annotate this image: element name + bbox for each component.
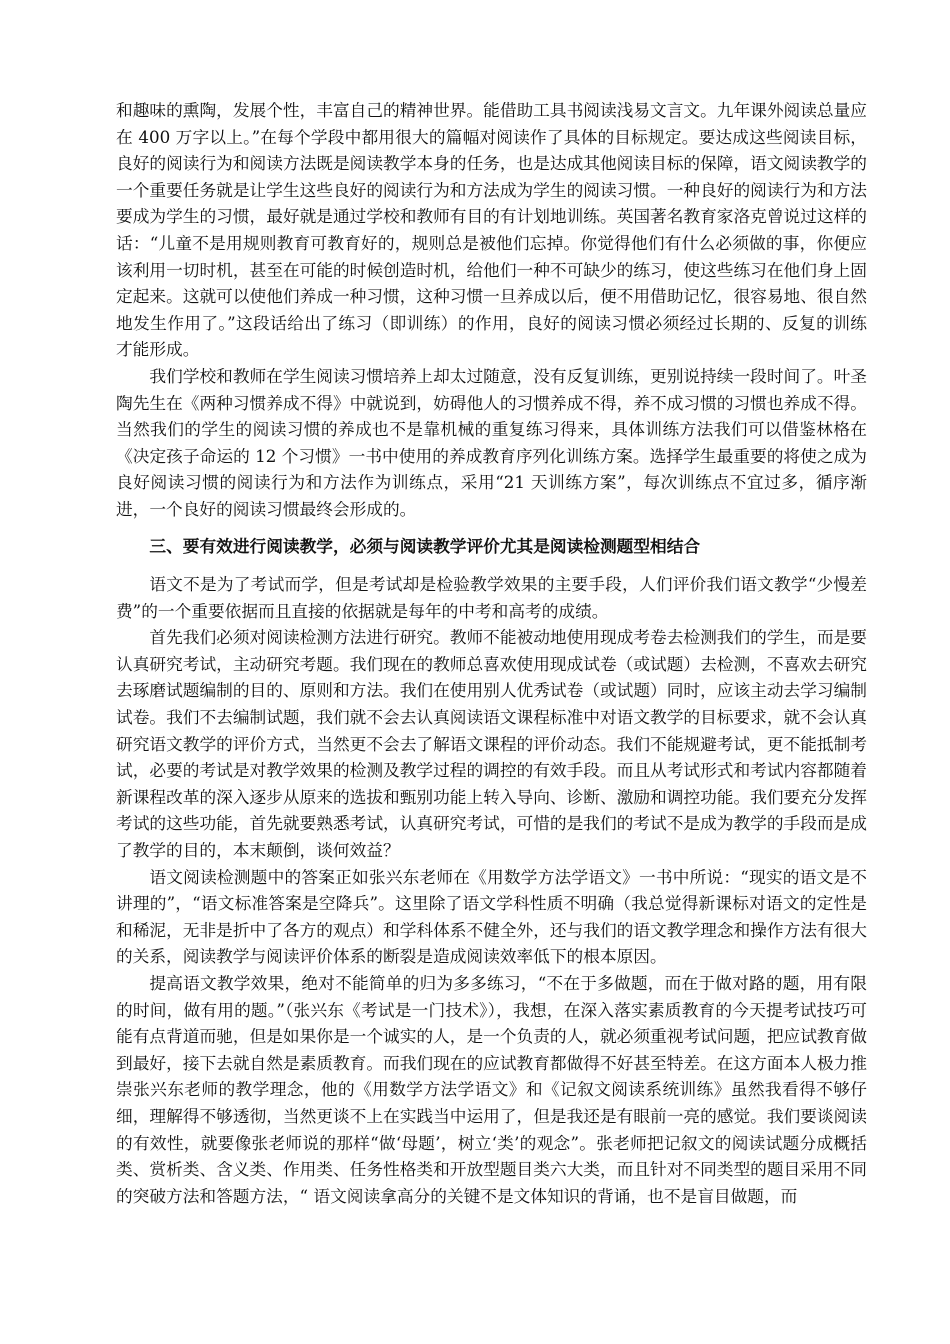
paragraph-answer-standards: 语文阅读检测题中的答案正如张兴东老师在《用数学方法学语文》一书中所说：“现实的语文是不讲理的”，“语文标准答案是空降兵”。这里除了语文学科性质不明确（我总觉得新课标对语文的定性是和稀泥，无非是折中了各方的观点）和学科体系不健全外，还与我们的语文教学理念和操作方法有很大的关系，阅读教学与阅读评价体系的断裂是造成阅读效率低下的根本原因。	[116, 866, 867, 967]
document-page	[116, 97, 867, 1209]
paragraph-reading-habits: 我们学校和教师在学生阅读习惯培养上却太过随意，没有反复训练，更别说持续一段时间了。叶圣陶先生在《两种习惯养成不得》中就说到，妨碍他人的习惯养成不得，养不成习惯的习惯也养成不得。当然我们的学生的阅读习惯的养成也不是靠机械的重复练习得来，具体训练方法我们可以借鉴林格在《决定孩子命运的 12 个习惯》一书中使用的养成教育序列化训练方案。选择学生最重要的将使之成为良好阅读习惯的阅读行为和方法作为训练点，采用“21 天训练方案”，每次训练点不宜过多，循序渐进，一个良好的阅读习惯最终会形成的。	[116, 365, 867, 519]
paragraph-test-research: 首先我们必须对阅读检测方法进行研究。教师不能被动地使用现成考卷去检测我们的学生，而是要认真研究考试，主动研究考题。我们现在的教师总喜欢使用现成试卷（或试题）去检测，不喜欢去研究去琢磨试题编制的目的、原则和方法。我们在使用别人优秀试卷（或试题）同时，应该主动去学习编制试卷。我们不去编制试题，我们就不会去认真阅读语文课程标准中对语文教学的目标要求，就不会认真研究语文教学的评价方式，当然更不会去了解语文课程的评价动态。我们不能规避考试，更不能抵制考试，必要的考试是对教学效果的检测及教学过程的调控的有效手段。而且从考试形式和考试内容都随着新课程改革的深入逐步从原来的选拔和甄别功能上转入导向、诊断、激励和调控功能。我们要充分发挥考试的这些功能，首先就要熟悉考试，认真研究考试，可惜的是我们的考试不是成为教学的手段而是成了教学的目的，本末颠倒，谈何效益？	[116, 627, 867, 861]
paragraph-continuation: 和趣味的熏陶，发展个性，丰富自己的精神世界。能借助工具书阅读浅易文言文。九年课外阅读总量应在 400 万字以上。”在每个学段中都用很大的篇幅对阅读作了具体的目标规定。要达成这些阅读目标，良好的阅读行为和阅读方法既是阅读教学本身的任务，也是达成其他阅读目标的保障，语文阅读教学的一个重要任务就是让学生这些良好的阅读行为和方法成为学生的阅读习惯。一种良好的阅读行为和方法要成为学生的习惯，最好就是通过学校和教师有目的有计划地训练。英国著名教育家洛克曾说过这样的话：“儿童不是用规则教育可教育好的，规则总是被他们忘掉。你觉得他们有什么必须做的事，你便应该利用一切时机，甚至在可能的时候创造时机，给他们一种不可缺少的练习，使这些练习在他们身上固定起来。这就可以使他们养成一种习惯，这种习惯一旦养成以后，便不用借助记忆，很容易地、很自然地发生作用了。”这段话给出了练习（即训练）的作用，良好的阅读习惯必须经过长期的、反复的训练才能形成。	[116, 100, 867, 360]
section-heading: 三、要有效进行阅读教学，必须与阅读教学评价尤其是阅读检测题型相结合	[149, 535, 701, 556]
paragraph-teaching-effect: 提高语文教学效果，绝对不能简单的归为多多练习，“不在于多做题，而在于做对路的题，用有限的时间，做有用的题。”（张兴东《考试是一门技术》），我想，在深入落实素质教育的今天提考试技巧可能有点背道而驰，但是如果你是一个诚实的人，是一个负责的人，就必须重视考试问题，把应试教育做到最好，接下去就自然是素质教育。而我们现在的应试教育都做得不好甚至特差。在这方面本人极力推崇张兴东老师的教学理念，他的《用数学方法学语文》和《记叙文阅读系统训练》虽然我看得不够仔细，理解得不够透彻，当然更谈不上在实践当中运用了，但是我还是有眼前一亮的感觉。我们要谈阅读的有效性，就要像张老师说的那样“做‘母题’，树立‘类’的观念”。张老师把记叙文的阅读试题分成概括类、赏析类、含义类、作用类、任务性格类和开放型题目类六大类，而且针对不同类型的题目采用不同的突破方法和答题方法，“ 语文阅读拿高分的关键不是文体知识的背诵，也不是盲目做题，而	[116, 973, 867, 1206]
paragraph-exam-purpose: 语文不是为了考试而学，但是考试却是检验教学效果的主要手段，人们评价我们语文教学“少慢差费”的一个重要依据而且直接的依据就是每年的中考和高考的成绩。	[116, 574, 867, 621]
